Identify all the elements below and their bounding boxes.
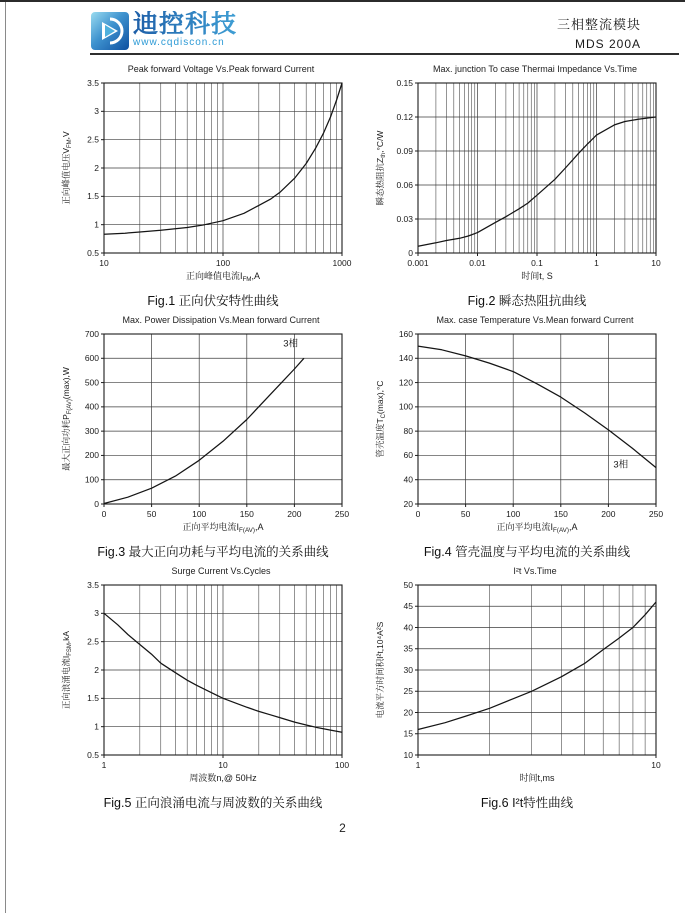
tick-label-x: 0 <box>415 509 421 519</box>
tick-label-y: 80 <box>403 425 413 436</box>
chart-canvas-fig4 <box>372 328 672 540</box>
tick-label-x: 100 <box>334 760 350 770</box>
x-axis-label: 时间t, S <box>521 271 553 281</box>
tick-label-y: 35 <box>403 643 413 654</box>
y-axis-label: 电流平方时间积I²t,10⁴A²S <box>375 621 385 719</box>
tick-label-x: 250 <box>334 509 350 519</box>
tick-label-y: 15 <box>403 728 413 739</box>
tick-label-x: 0 <box>101 509 107 519</box>
tick-label-y: 0.03 <box>396 213 413 224</box>
tick-label-x: 250 <box>648 509 664 519</box>
y-axis-label: 正向峰值电压$V_{FM},V$ <box>61 131 74 205</box>
chart-canvas-fig5 <box>58 579 358 791</box>
tick-label-y: 0.12 <box>396 111 413 122</box>
figure-6 <box>372 566 672 811</box>
chart-canvas-fig1 <box>58 77 358 289</box>
chart-canvas-fig2 <box>372 77 672 289</box>
tick-label-x: 0.1 <box>531 258 543 268</box>
figure-4 <box>372 315 672 560</box>
tick-label-x: 150 <box>553 509 568 519</box>
figure-2 <box>372 64 672 309</box>
chart-caption: Fig.2 瞬态热阻抗曲线 <box>467 294 587 308</box>
tick-label-y: 0.15 <box>396 77 413 88</box>
tick-label-x: 10 <box>218 760 228 770</box>
tick-label-x: 50 <box>460 509 471 519</box>
chart-canvas-fig6 <box>372 579 672 791</box>
figure-3 <box>58 315 358 560</box>
company-name: 迪控科技 <box>133 10 238 38</box>
header-divider <box>90 53 679 55</box>
chart-caption: Fig.1 正向伏安特性曲线 <box>147 294 279 308</box>
tick-label-y: 0 <box>408 247 413 258</box>
tick-label-y: 3 <box>94 608 99 619</box>
tick-label-y: 40 <box>403 474 413 485</box>
company-logo <box>90 11 237 51</box>
tick-label-y: 1.5 <box>87 191 99 202</box>
page-number: 2 <box>339 821 346 835</box>
tick-label-y: 160 <box>398 328 413 339</box>
header-product-info <box>557 14 641 51</box>
page-header <box>0 2 685 58</box>
tick-label-x: 150 <box>239 509 254 519</box>
tick-label-x: 100 <box>192 509 207 519</box>
tick-label-x: 0.001 <box>407 258 429 268</box>
tick-label-y: 200 <box>84 450 99 461</box>
tick-label-y: 600 <box>84 353 99 364</box>
tick-label-y: 50 <box>403 579 413 590</box>
tick-label-y: 100 <box>84 474 99 485</box>
x-axis-label: 正向平均电流$I_{F(AV)},A$ <box>496 522 578 535</box>
tick-label-y: 3 <box>94 106 99 117</box>
plot-border <box>418 334 656 504</box>
chart-title: I²t Vs.Time <box>513 566 557 576</box>
tick-label-y: 30 <box>403 664 413 675</box>
tick-label-y: 120 <box>398 377 413 388</box>
tick-label-y: 1.5 <box>87 693 99 704</box>
tick-label-x: 1000 <box>332 258 352 268</box>
tick-label-y: 0 <box>94 498 99 509</box>
tick-label-x: 10 <box>651 760 661 770</box>
page-left-edge <box>5 2 6 913</box>
charts-grid <box>0 58 685 817</box>
play-d-logo-icon <box>90 11 130 51</box>
tick-label-y: 2.5 <box>87 134 99 145</box>
chart-caption: Fig.5 正向浪涌电流与周波数的关系曲线 <box>103 796 323 810</box>
y-axis-label: 最大正向功耗$P_{F(AV)}(\max),W$ <box>61 367 74 471</box>
figure-5 <box>58 566 358 811</box>
company-url: www.cqdiscon.cn <box>133 37 225 48</box>
tick-label-x: 10 <box>99 258 109 268</box>
tick-label-y: 0.5 <box>87 247 99 258</box>
tick-label-y: 0.5 <box>87 749 99 760</box>
tick-label-y: 20 <box>403 498 413 509</box>
tick-label-y: 2.5 <box>87 636 99 647</box>
tick-label-y: 45 <box>403 601 413 612</box>
figure-1 <box>58 64 358 309</box>
product-model: MDS 200A <box>574 37 641 51</box>
curve <box>418 602 656 730</box>
tick-label-x: 100 <box>506 509 521 519</box>
logo-texts <box>133 11 237 49</box>
tick-label-y: 2 <box>94 162 99 173</box>
annotation: 3相 <box>613 459 629 471</box>
tick-label-y: 3.5 <box>87 579 99 590</box>
x-axis-label: 正向平均电流$I_{F(AV)},A$ <box>182 522 264 535</box>
tick-label-x: 200 <box>287 509 302 519</box>
tick-label-x: 100 <box>215 258 231 268</box>
chart-title: Max. junction To case Thermai Impedance Vs.Time <box>433 64 637 74</box>
chart-caption: Fig.3 最大正向功耗与平均电流的关系曲线 <box>97 545 329 559</box>
tick-label-y: 1 <box>94 219 99 230</box>
x-axis-label: 正向峰值电流$I_{FM},A$ <box>185 271 261 284</box>
y-axis-label: 正向浪涌电流$I_{FSM},kA$ <box>61 630 74 710</box>
tick-label-y: 10 <box>403 749 413 760</box>
chart-title: Max. case Temperature Vs.Mean forward Current <box>436 315 634 325</box>
tick-label-y: 60 <box>403 450 413 461</box>
annotation: 3相 <box>283 338 298 350</box>
tick-label-y: 300 <box>84 425 99 436</box>
tick-label-x: 10 <box>651 258 661 268</box>
product-category: 三相整流模块 <box>556 17 641 32</box>
tick-label-y: 25 <box>403 686 413 697</box>
chart-title: Max. Power Dissipation Vs.Mean forward Current <box>122 315 320 325</box>
tick-label-y: 140 <box>398 353 413 364</box>
tick-label-x: 1 <box>415 760 421 770</box>
chart-title: Peak forward Voltage Vs.Peak forward Current <box>127 64 315 74</box>
tick-label-x: 200 <box>601 509 616 519</box>
y-axis-label: 瞬态热阻抗$Z_{th},^\circ C/W$ <box>375 130 388 206</box>
chart-caption: Fig.6 I²t特性曲线 <box>480 796 574 810</box>
tick-label-y: 40 <box>403 622 413 633</box>
tick-label-y: 0.06 <box>396 179 413 190</box>
plot-border <box>104 334 342 504</box>
tick-label-y: 500 <box>84 377 99 388</box>
tick-label-y: 0.09 <box>396 145 413 156</box>
tick-label-y: 700 <box>84 328 99 339</box>
x-axis-label: 周波数n,@ 50Hz <box>189 773 257 783</box>
tick-label-x: 0.01 <box>469 258 486 268</box>
tick-label-x: 50 <box>146 509 157 519</box>
tick-label-x: 1 <box>101 760 107 770</box>
chart-title: Surge Current Vs.Cycles <box>171 566 271 576</box>
chart-caption: Fig.4 管壳温度与平均电流的关系曲线 <box>423 545 631 559</box>
tick-label-x: 1 <box>594 258 599 268</box>
tick-label-y: 1 <box>94 721 99 732</box>
y-axis-label: 管壳温度$T_C(\max),^\circ C$ <box>375 380 388 458</box>
tick-label-y: 100 <box>398 401 413 412</box>
chart-canvas-fig3 <box>58 328 358 540</box>
tick-label-y: 400 <box>84 401 99 412</box>
tick-label-y: 2 <box>94 664 99 675</box>
tick-label-y: 20 <box>403 707 413 718</box>
tick-label-y: 3.5 <box>87 77 99 88</box>
x-axis-label: 时间t,ms <box>519 773 555 783</box>
